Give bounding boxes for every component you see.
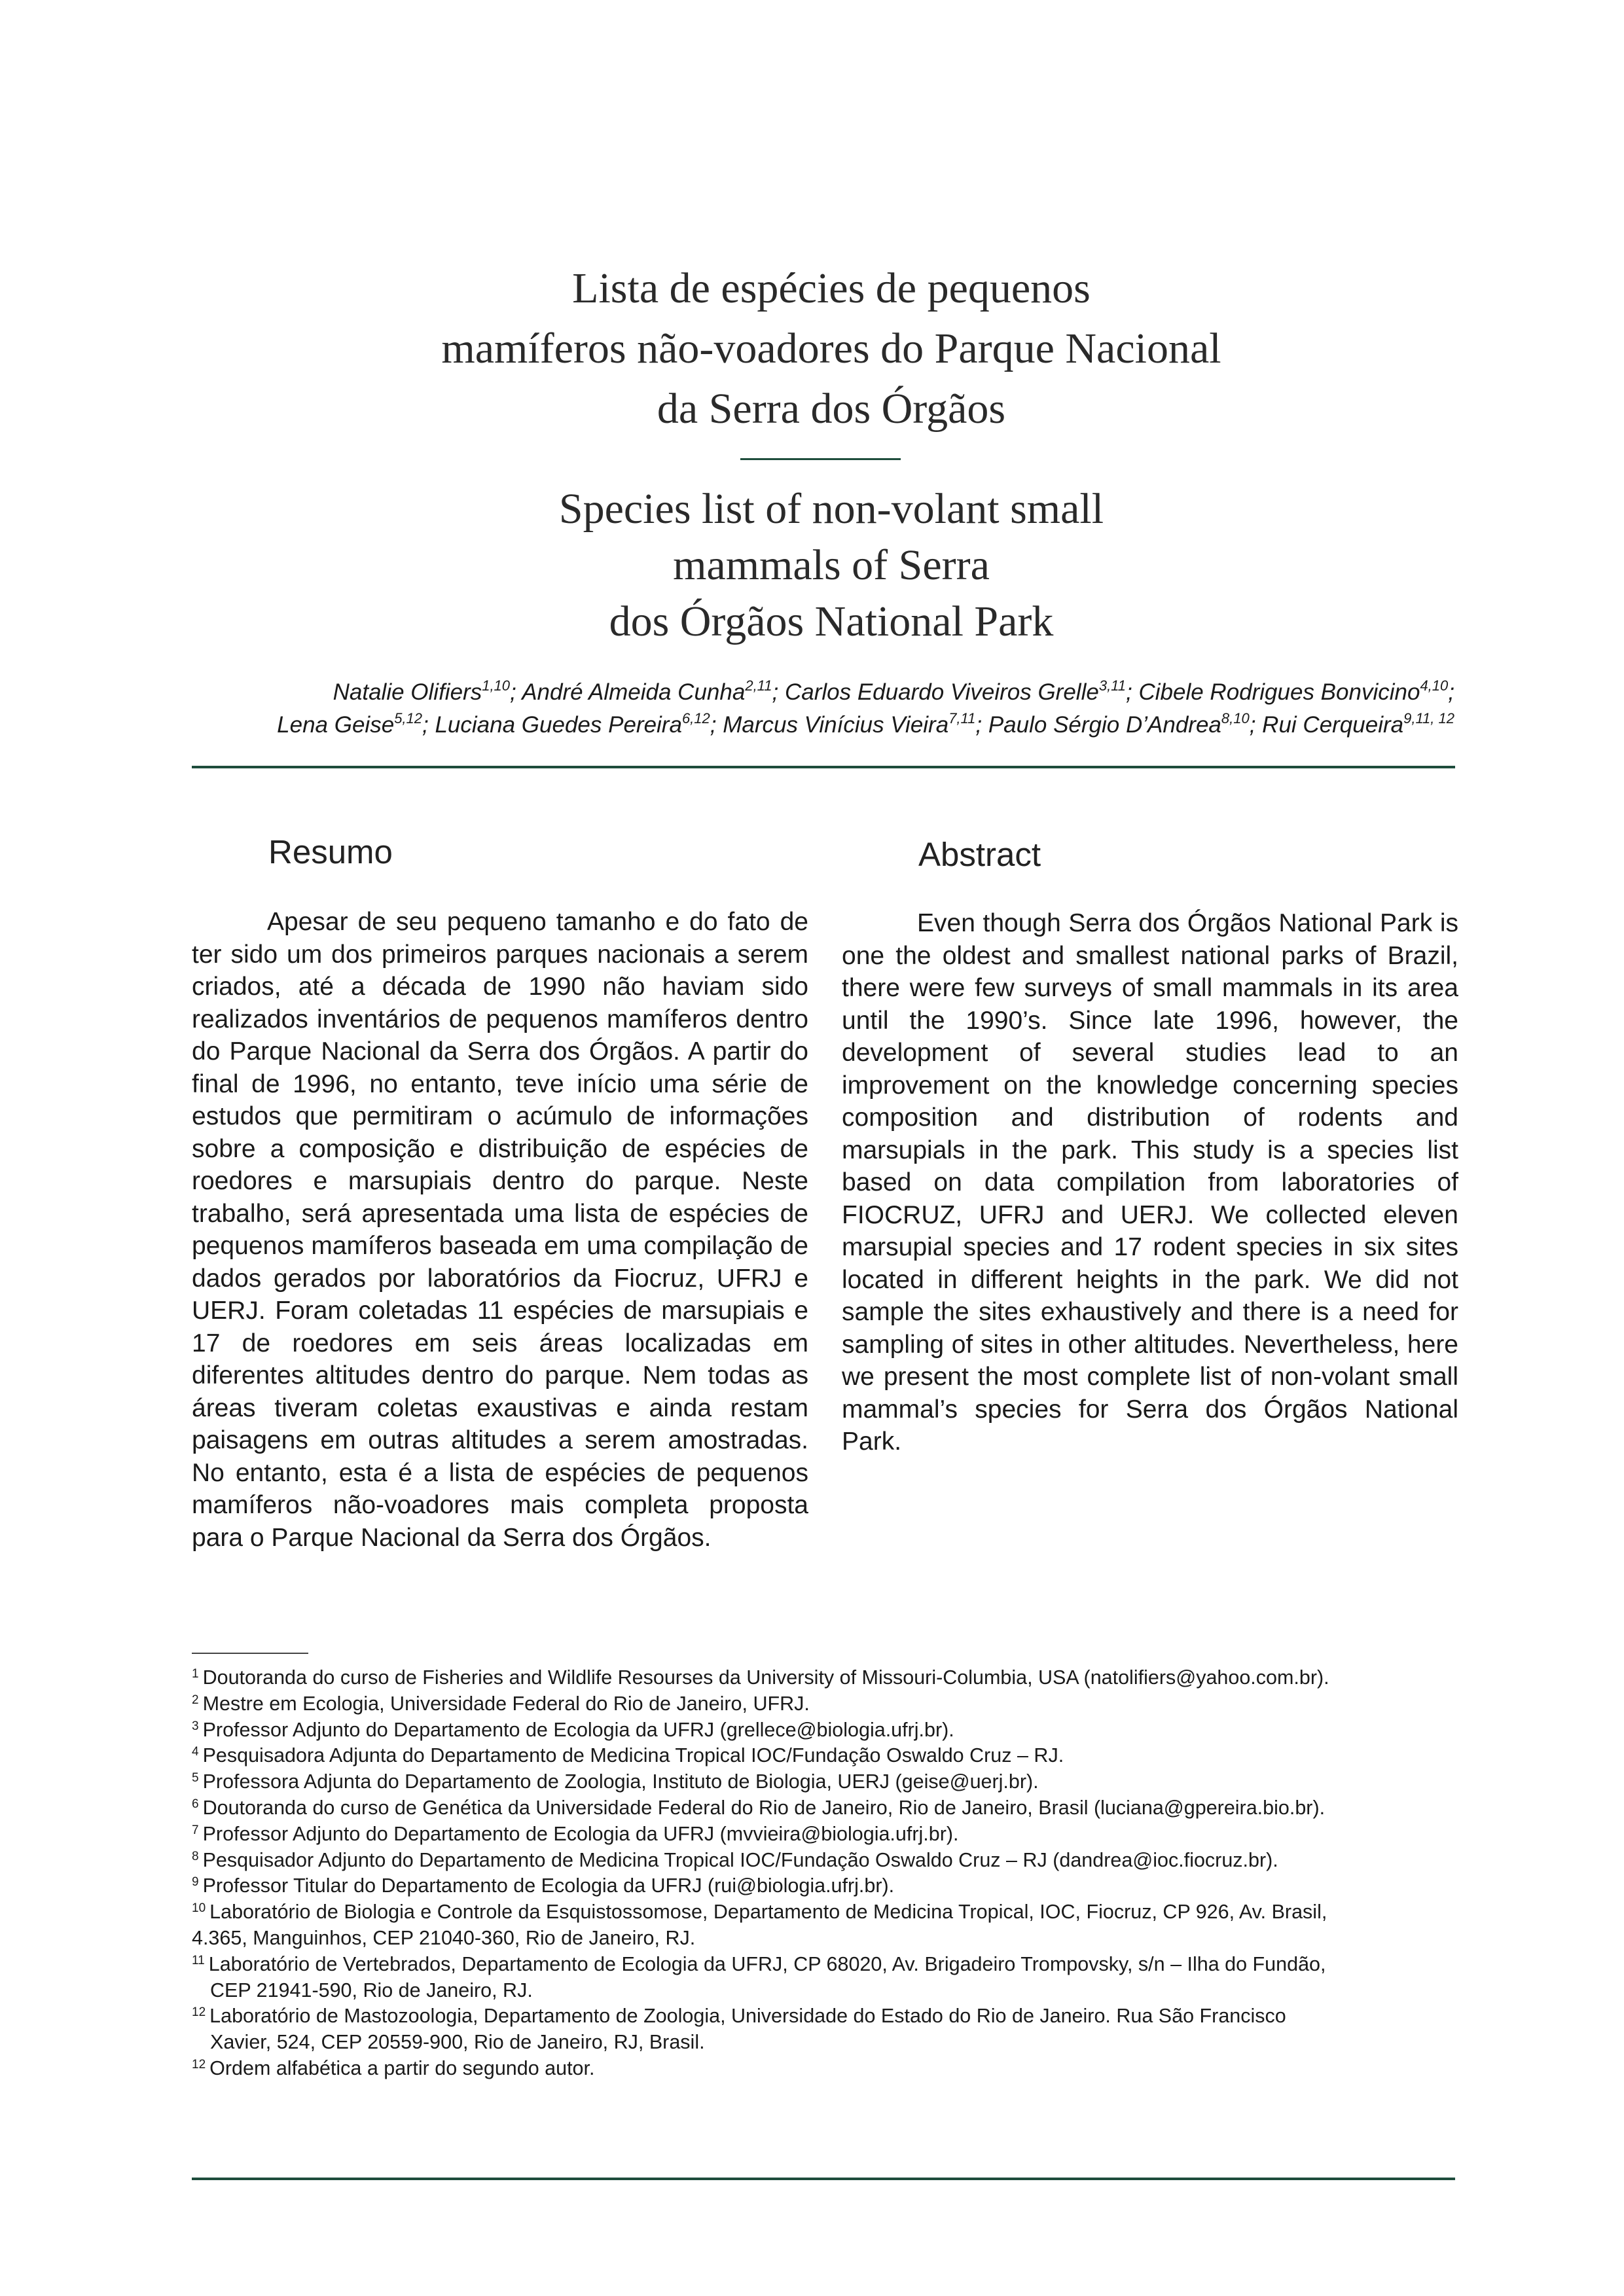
author-affiliation: 1,10	[482, 677, 511, 694]
footnote-continuation: CEP 21941-590, Rio de Janeiro, RJ.	[210, 1979, 533, 2001]
author-affiliation: 7,11	[948, 710, 976, 726]
author-name: Carlos Eduardo Viveiros Grelle	[784, 679, 1099, 705]
title-en-line: Species list of non-volant small	[558, 485, 1104, 533]
footnote-number: 11	[192, 1953, 205, 1967]
footnote	[192, 2003, 1455, 2056]
author-name: Luciana Guedes Pereira	[435, 712, 682, 738]
footnote-number: 12	[192, 2057, 206, 2072]
footnote-text: Laboratório de Mastozoologia, Departamento de Zoologia, Universidade do Estado do Rio de Janeiro. Rua São Francisco	[209, 2005, 1286, 2028]
title-english	[196, 481, 1466, 650]
title-en-line: mammals of Serra	[673, 541, 990, 589]
author-name: Cibele Rodrigues Bonvicino	[1138, 679, 1420, 705]
footnote-divider	[192, 1653, 308, 1654]
abstract-heading: Abstract	[918, 836, 1041, 873]
title-pt-line: mamíferos não-voadores do Parque Nacional	[441, 325, 1221, 372]
footnote	[192, 1717, 1455, 1744]
footnote	[192, 1848, 1455, 1874]
footnote-text: Pesquisadora Adjunta do Departamento de Medicina Tropical IOC/Fundação Oswaldo Cruz – RJ.	[202, 1744, 1064, 1767]
title-portuguese	[196, 259, 1466, 439]
author-separator: ;	[772, 679, 785, 705]
footnote-number: 7	[192, 1823, 199, 1837]
footnote-number: 4	[192, 1745, 199, 1759]
author-affiliation: 8,10	[1221, 710, 1250, 726]
footnote-number: 2	[192, 1693, 199, 1707]
title-divider	[740, 458, 901, 460]
footnote-text: Doutoranda do curso de Fisheries and Wildlife Resourses da University of Missouri-Columbia, USA (natolifiers@yahoo.com.br).	[202, 1666, 1329, 1689]
author-separator: ;	[1126, 679, 1139, 705]
author-name: Rui Cerqueira	[1262, 712, 1404, 738]
footnote-number: 1	[192, 1667, 199, 1681]
footnote	[192, 1873, 1455, 1899]
footnote	[192, 1691, 1455, 1717]
author-line-1	[196, 676, 1454, 709]
author-affiliation: 3,11	[1098, 677, 1127, 694]
author-affiliation: 4,10	[1420, 677, 1449, 694]
footnote-text: Pesquisador Adjunto do Departamento de Medicina Tropical IOC/Fundação Oswaldo Cruz – RJ (dandrea@ioc.fiocruz.br).	[202, 1848, 1278, 1871]
author-separator: ;	[510, 679, 522, 705]
resumo-text: Apesar de seu pequeno tamanho e do fato de ter sido um dos primeiros parques nacionais a serem criados, até a década de 1990 não haviam sido realizados inventários de pequenos mamíferos dentro do Parque Nacional da Serra dos Órgãos. A partir do final de 1996, no entanto, teve início uma série de estudos que permitiram o acúmulo de informações sobre a composição e distribuição de espécies de roedores e marsupiais dentro do parque. Neste trabalho, será apresentada uma lista de espécies de pequenos mamíferos baseada em uma compilação de dados gerados por laboratórios da Fiocruz, UFRJ e UERJ. Foram coletadas 11 espécies de marsupiais e 17 de roedores em seis áreas localizadas em diferentes altitudes dentro do parque. Nem todas as áreas tiveram coletas exaustivas e ainda restam paisagens em outras altitudes a serem amostradas. No entanto, esta é a lista de espécies de pequenos mamíferos não-voadores mais completa proposta para o Parque Nacional da Serra dos Órgãos.	[192, 908, 808, 1552]
footnote-number: 9	[192, 1875, 199, 1890]
footnote-number: 6	[192, 1797, 199, 1811]
footnote-text: Professor Adjunto do Departamento de Ecologia da UFRJ (mvvieira@biologia.ufrj.br).	[202, 1822, 959, 1845]
footnote	[192, 1952, 1455, 2004]
footnote	[192, 1821, 1455, 1848]
footer-divider	[192, 2178, 1455, 2180]
footnote-continuation: Xavier, 524, CEP 20559-900, Rio de Janeiro, RJ, Brasil.	[210, 2031, 705, 2054]
footnote-text: Professor Titular do Departamento de Ecologia da UFRJ (rui@biologia.ufrj.br).	[202, 1874, 895, 1897]
footnote-text: Professora Adjunta do Departamento de Zoologia, Instituto de Biologia, UERJ (geise@uerj.br).	[202, 1770, 1039, 1793]
footnote	[192, 1769, 1455, 1795]
author-separator: ;	[710, 712, 723, 738]
author-name: Paulo Sérgio D’Andrea	[988, 712, 1221, 738]
footnote	[192, 1743, 1455, 1769]
title-pt-line: da Serra dos Órgãos	[657, 385, 1006, 433]
footnote-number: 12	[192, 2005, 206, 2020]
footnote	[192, 1795, 1455, 1821]
author-affiliation: 5,12	[394, 710, 423, 726]
footnote-number: 10	[192, 1901, 206, 1916]
title-pt-line: Lista de espécies de pequenos	[572, 264, 1091, 312]
author-name: Natalie Olifiers	[333, 679, 482, 705]
footnote-text: Professor Adjunto do Departamento de Ecologia da UFRJ (grellece@biologia.ufrj.br).	[202, 1718, 954, 1741]
footnote-continuation: 4.365, Manguinhos, CEP 21040-360, Rio de Janeiro, RJ.	[192, 1926, 696, 1949]
author-separator: ;	[975, 712, 988, 738]
author-separator: ;	[422, 712, 435, 738]
author-name: Lena Geise	[277, 712, 395, 738]
author-separator: ;	[1448, 679, 1454, 705]
footnote-text: Mestre em Ecologia, Universidade Federal do Rio de Janeiro, UFRJ.	[202, 1692, 810, 1715]
footnote	[192, 1899, 1455, 1952]
title-en-line: dos Órgãos National Park	[609, 598, 1054, 645]
footnote-number: 8	[192, 1849, 199, 1863]
resumo-heading: Resumo	[268, 833, 393, 870]
footnote	[192, 1665, 1455, 1691]
footnote-text: Ordem alfabética a partir do segundo autor.	[209, 2056, 595, 2079]
footnote	[192, 2056, 1455, 2082]
footnote-text: Laboratório de Vertebrados, Departamento de Ecologia da UFRJ, CP 68020, Av. Brigadeiro Trompovsky, s/n – Ilha do Fundão,	[208, 1952, 1326, 1975]
author-affiliation: 6,12	[681, 710, 710, 726]
footnotes	[192, 1665, 1455, 2082]
footnote-number: 5	[192, 1771, 199, 1785]
abstract-text: Even though Serra dos Órgãos National Park is one the oldest and smallest national parks of Brazil, there were few surveys of small mammals in its area until the 1990’s. Since late 1996, however, the development of several studies lead to an improvement on the knowledge concerning species composition and distribution of rodents and marsupials in the park. This study is a species list based on data compilation from laboratories of FIOCRUZ, UFRJ and UERJ. We collected eleven marsupial species and 17 rodent species in six sites located in different heights in the park. We did not sample the sites exhaustively and there is a need for sampling of sites in other altitudes. Nevertheless, here we present the most complete list of non-volant small mammal’s species for Serra dos Órgãos National Park.	[842, 909, 1458, 1456]
author-list	[196, 676, 1454, 742]
author-affiliation: 2,11	[745, 677, 772, 694]
author-affiliation: 9,11, 12	[1403, 710, 1454, 726]
footnote-number: 3	[192, 1719, 199, 1733]
author-name: André Almeida Cunha	[522, 679, 746, 705]
author-line-2	[196, 709, 1454, 742]
author-separator: ;	[1249, 712, 1263, 738]
header-divider	[192, 766, 1455, 768]
footnote-text: Laboratório de Biologia e Controle da Esquistossomose, Departamento de Medicina Tropical, IOC, Fiocruz, CP 926, Av. Brasil,	[209, 1901, 1327, 1924]
author-name: Marcus Vinícius Vieira	[723, 712, 949, 738]
footnote-text: Doutoranda do curso de Genética da Universidade Federal do Rio de Janeiro, Rio de Janeiro, Brasil (luciana@gpereira.bio.br).	[202, 1796, 1326, 1819]
